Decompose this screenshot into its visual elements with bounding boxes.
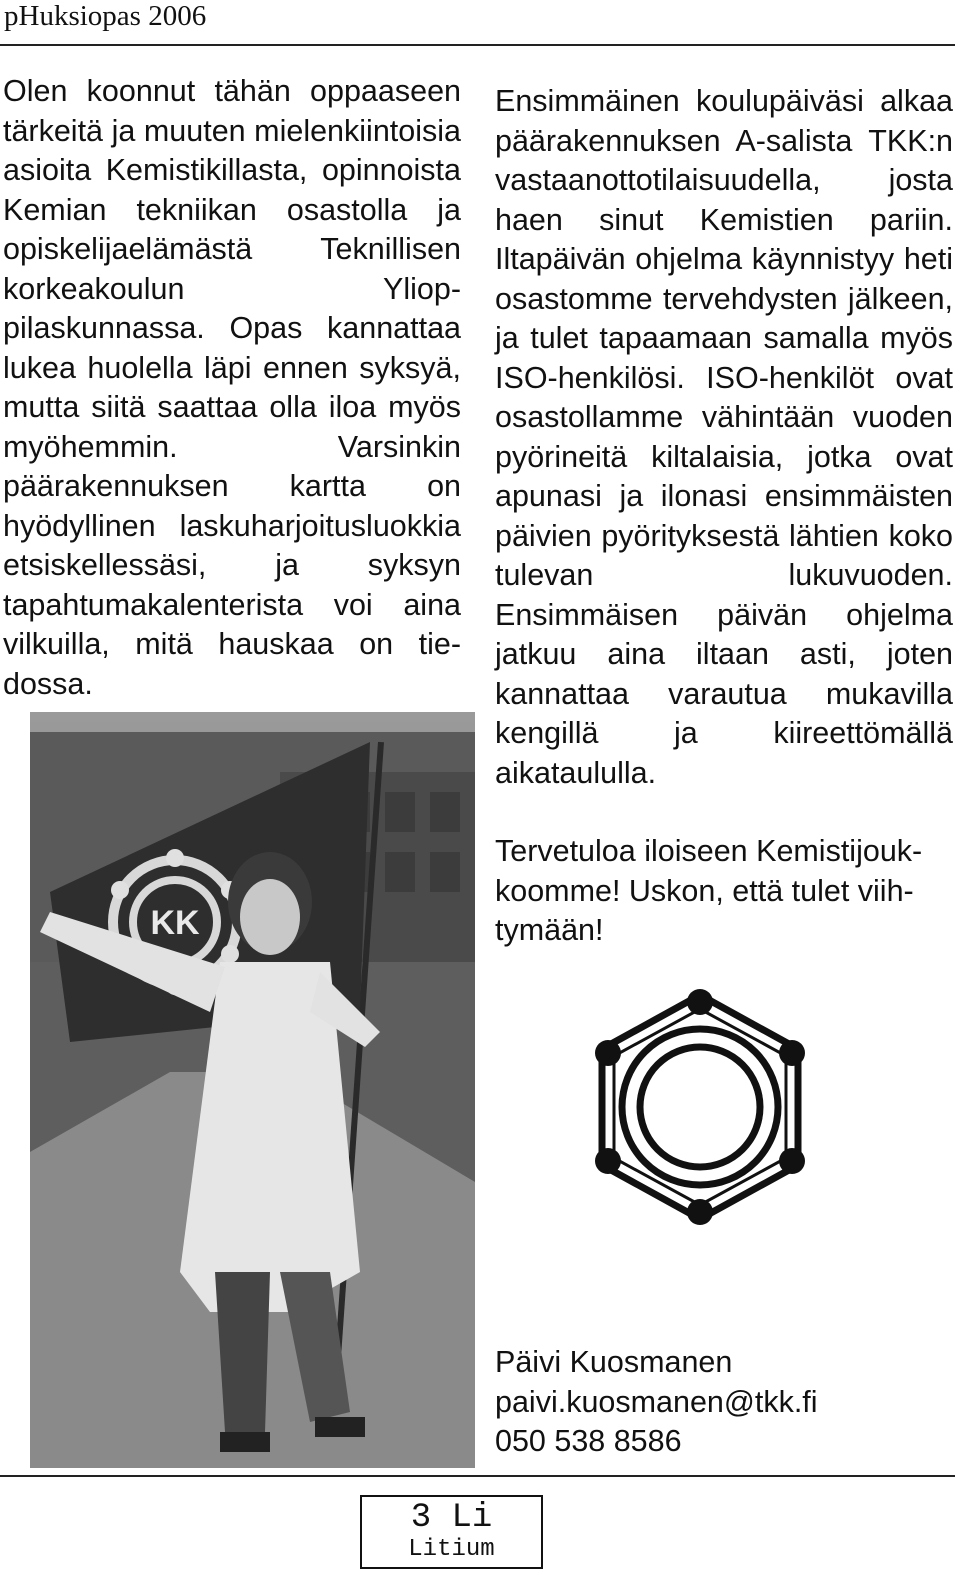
contact-block (495, 1343, 818, 1462)
element-name: Litium (408, 1536, 495, 1563)
contact-name: Päivi Kuosmanen (495, 1345, 733, 1379)
header-rule (0, 44, 955, 46)
contact-phone: 050 538 8586 (495, 1424, 682, 1458)
right-column (495, 82, 953, 951)
guild-flag-photo (30, 712, 475, 1468)
page-number-box (360, 1495, 543, 1569)
intro-paragraph: Olen koonnut tähän oppaaseen tärkeitä ja muuten mielenkiintoisia asioita Kemistikillasta, opinnoista Kemian tekniikan osastolla ja opiskelijaelämästä Teknillisen korkeakoulun Ylioppilaskunnassa. Opas kannattaa lukea huolella läpi ennen syksyä, mutta siitä saattaa olla iloa myös myöhemmin. Varsinkin päärakennuksen kartta on hyödyllinen laskuharjoitusluokkia etsiskellessäsi, ja syksyn tapahtumakalenterista voi aina vilkuilla, mitä hauskaa on tiedossa. (3, 74, 461, 701)
photo-illustration (30, 712, 475, 1468)
flag-letters: KK (150, 904, 200, 942)
contact-email[interactable]: paivi.kuosmanen@tkk.fi (495, 1384, 818, 1419)
molecule-ring-logo (550, 985, 850, 1230)
page-number: 3 (410, 1499, 432, 1537)
element-symbol: Li (451, 1499, 493, 1537)
left-column (3, 72, 461, 704)
page-number-line (362, 1499, 541, 1537)
welcome-paragraph: Ensimmäinen koulupäiväsi alkaa päärakennuksen A-salista TKK:n vastaanottotilaisuudella, josta haen sinut Kemistien pariin. Iltapäivän ohjelma käynnistyy heti osastomme tervehdysten jälkeen, ja tulet tapaamaan samalla myös ISO-henkilösi. ISO-henkilöt ovat osastollamme vähintään vuoden pyörineitä kiltalaisia, jotka ovat apunasi ja ilonasi ensimmäisten päivien pyörityksestä lähtien koko tulevan lukuvuoden. Ensimmäisen päivän ohjelma jatkuu aina iltaan asti, joten kannattaa varautua mukavilla kengillä ja kiireettömällä aikataululla. (495, 84, 953, 790)
page-header-title: pHuksiopas 2006 (4, 0, 207, 32)
kemistikilta-logo (550, 985, 850, 1230)
footer-rule (0, 1475, 955, 1477)
closing-paragraph: Tervetuloa iloiseen Kemistijoukkoomme! Uskon, että tulet viihtymään! (495, 834, 923, 947)
